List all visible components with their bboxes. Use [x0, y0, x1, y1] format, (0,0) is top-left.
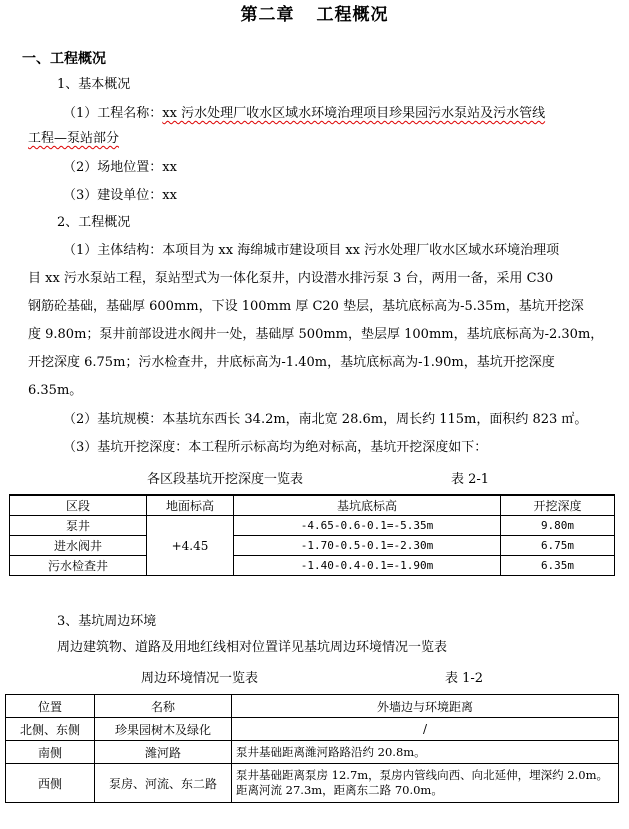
name-cell: 珍果园树木及绿化 [95, 718, 232, 741]
position-cell: 南侧 [6, 741, 95, 764]
subheading-basic: 1、基本概况 [57, 77, 131, 92]
structure-line: 度 9.80m；泵井前部设进水阀井一处，基础厚 500mm，垫层厚 100mm，基坑底标高为-2.30m， [28, 327, 604, 342]
subheading-surroundings: 3、基坑周边环境 [57, 614, 157, 629]
table-row [6, 764, 619, 803]
zone-cell: 污水检查井 [10, 556, 147, 576]
structure-line: 目 xx 污水泵站工程，泵站型式为一体化泵井，内设潜水排污泵 3 台，两用一备，采用 C30 [28, 271, 554, 286]
depth-cell: 9.80m [501, 516, 615, 536]
name-cell: 潍河路 [95, 741, 232, 764]
surroundings-intro: 周边建筑物、道路及用地红线相对位置详见基坑周边环境情况一览表 [57, 640, 448, 655]
table-row [10, 516, 615, 536]
ground-elevation-cell: +4.45 [147, 516, 234, 576]
pit-depth-intro: （3）基坑开挖深度：本工程所示标高均为绝对标高，基坑开挖深度如下： [63, 440, 488, 455]
table1-number: 表 2-1 [451, 472, 490, 487]
project-name-line2: 工程—泵站部分 [28, 131, 120, 146]
zone-cell: 进水阀井 [10, 536, 147, 556]
bottom-elevation-cell: -4.65-0.6-0.1=-5.35m [234, 516, 501, 536]
table-header: 外墙边与环境距离 [232, 695, 619, 718]
table2-caption: 周边环境情况一览表 [141, 671, 259, 686]
table1-caption: 各区段基坑开挖深度一览表 [147, 472, 304, 487]
table-row [6, 741, 619, 764]
table-row [10, 536, 615, 556]
structure-line: 钢筋砼基础，基础厚 600mm，下设 100mm 厚 C20 垫层，基坑底标高为-5.35m，基坑开挖深 [28, 299, 584, 314]
table-header: 基坑底标高 [234, 495, 501, 516]
bottom-elevation-cell: -1.40-0.4-0.1=-1.90m [234, 556, 501, 576]
depth-cell: 6.75m [501, 536, 615, 556]
table-header: 开挖深度 [501, 495, 615, 516]
structure-line: （1）主体结构：本项目为 xx 海绵城市建设项目 xx 污水处理厂收水区域水环境治理项 [63, 243, 560, 258]
structure-line: 开挖深度 6.75m；污水检查井，井底标高为-1.40m，基坑底标高为-1.90m，基坑开挖深度 [28, 355, 555, 370]
chapter-title: 第二章 工程概况 [240, 5, 389, 25]
pit-scale: （2）基坑规模：本基坑东西长 34.2m，南北宽 28.6m，周长约 115m，面积约 823 ㎡。 [63, 412, 588, 427]
structure-line: 6.35m。 [28, 383, 83, 398]
table-header-row [6, 695, 619, 718]
distance-cell: / [232, 718, 619, 741]
bottom-elevation-cell: -1.70-0.5-0.1=-2.30m [234, 536, 501, 556]
position-cell: 西侧 [6, 764, 95, 803]
site-location: （2）场地位置：xx [63, 160, 177, 175]
depth-cell: 6.35m [501, 556, 615, 576]
table-row [10, 556, 615, 576]
table-header: 名称 [95, 695, 232, 718]
table-row [6, 718, 619, 741]
distance-cell: 泵井基础距离潍河路路沿约 20.8m。 [232, 741, 619, 764]
position-cell: 北侧、东侧 [6, 718, 95, 741]
depth-table [9, 494, 615, 576]
surroundings-table [5, 694, 619, 803]
table-header: 位置 [6, 695, 95, 718]
table-header: 区段 [10, 495, 147, 516]
table2-number: 表 1-2 [445, 671, 484, 686]
distance-cell: 泵井基础距离泵房 12.7m，泵房内管线向西、向北延伸，埋深约 2.0m。距离河流 27.3m，距离东二路 70.0m。 [232, 764, 619, 803]
zone-cell: 泵井 [10, 516, 147, 536]
subheading-overview: 2、工程概况 [57, 215, 131, 230]
name-cell: 泵房、河流、东二路 [95, 764, 232, 803]
section-heading: 一、工程概况 [22, 51, 106, 67]
table-header-row [10, 495, 615, 516]
project-name-line1: （1）工程名称：xx 污水处理厂收水区域水环境治理项目珍果园污水泵站及污水管线 [63, 106, 546, 121]
table-header: 地面标高 [147, 495, 234, 516]
builder: （3）建设单位：xx [63, 188, 177, 203]
